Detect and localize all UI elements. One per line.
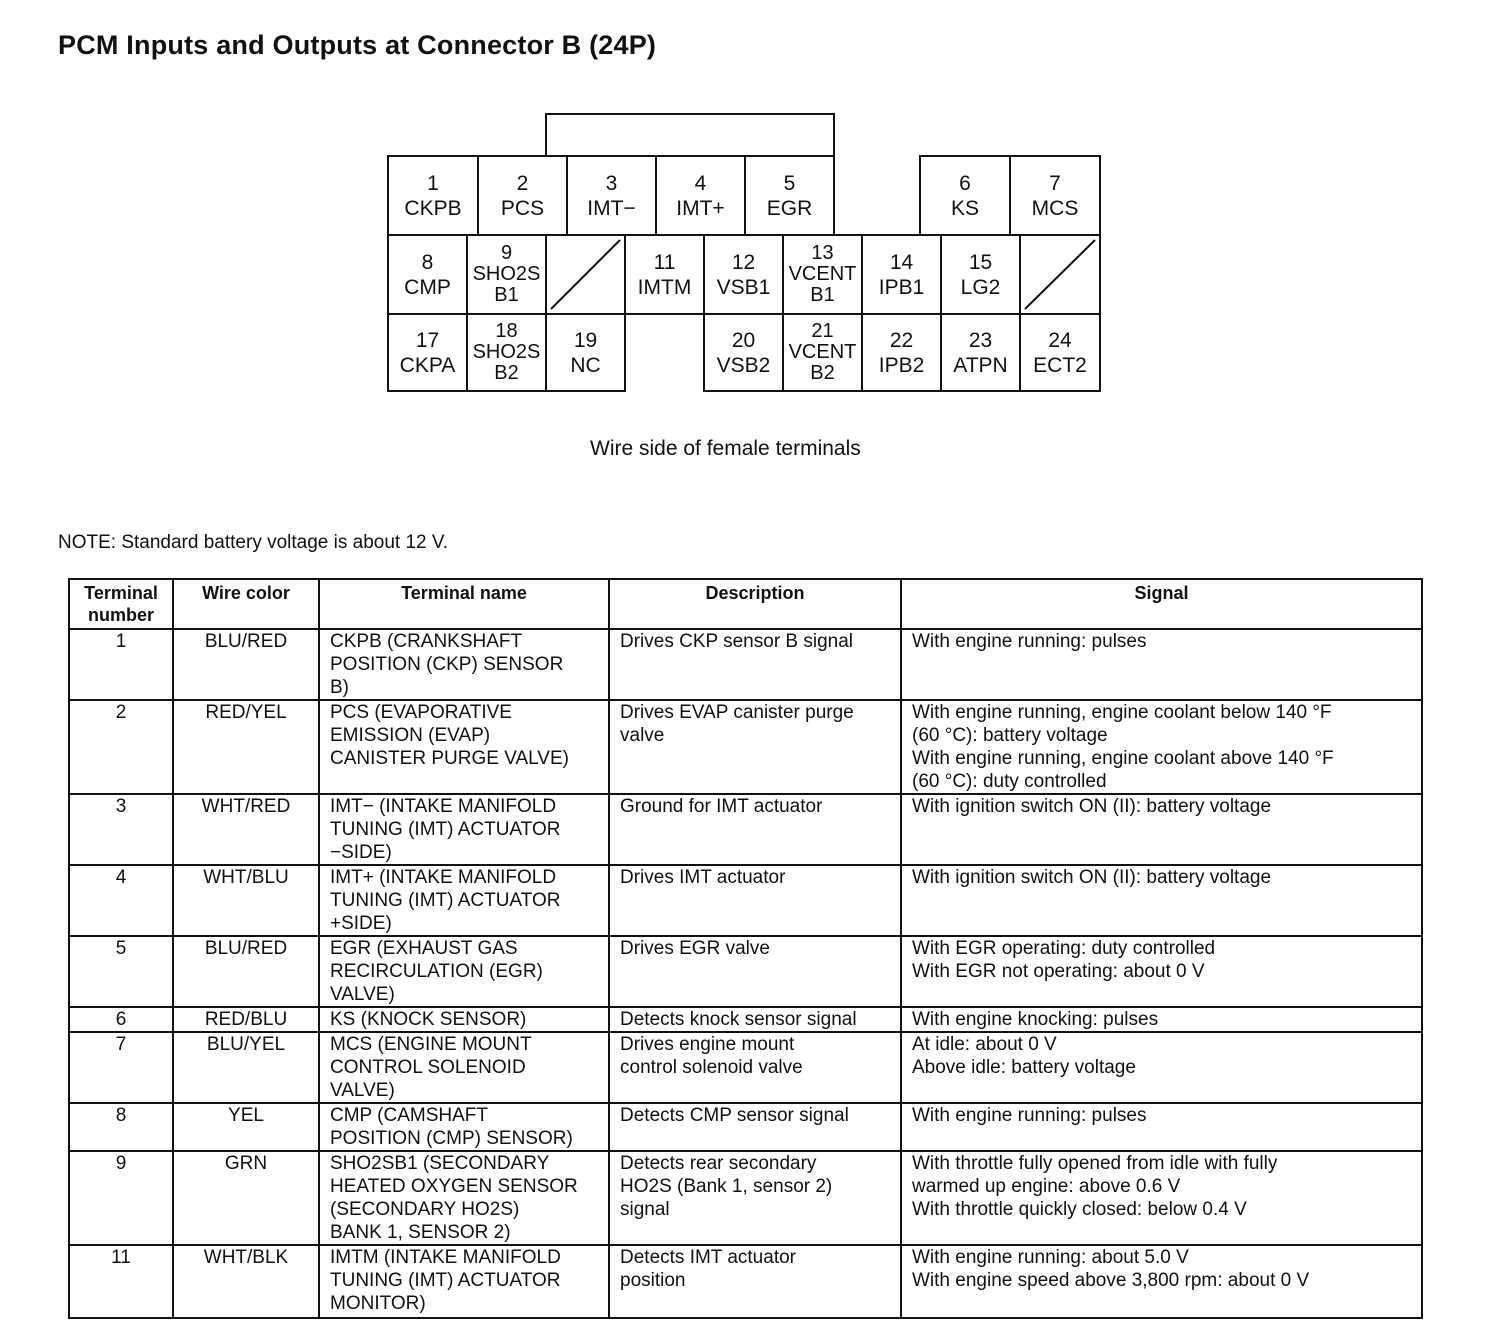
signal-cell <box>901 794 1422 865</box>
signal-line: Above idle: battery voltage <box>912 1057 1136 1078</box>
terminal-number-cell: 5 <box>69 936 173 1007</box>
table-row <box>69 1007 1422 1032</box>
table-row <box>69 700 1422 794</box>
signal-line: With engine knocking: pulses <box>912 1009 1159 1030</box>
wire-color-cell: BLU/RED <box>173 936 319 1007</box>
terminal-number-cell: 4 <box>69 865 173 936</box>
terminal-number: 7 <box>1049 171 1061 195</box>
terminal-label: CMP <box>404 275 451 299</box>
desc-line: signal <box>620 1199 670 1220</box>
terminal-name-cell <box>319 1103 609 1151</box>
table-row <box>69 936 1422 1007</box>
terminal-label: B1 <box>494 284 519 306</box>
name-line: CKPB (CRANKSHAFT <box>330 631 523 652</box>
terminal-label: SHO2S <box>472 341 541 363</box>
wire-color-cell: WHT/BLK <box>173 1245 319 1318</box>
terminal-cell <box>545 313 626 392</box>
terminal-cell <box>466 234 547 315</box>
name-line: TUNING (IMT) ACTUATOR <box>330 890 561 911</box>
signal-line: warmed up engine: above 0.6 V <box>912 1176 1181 1197</box>
terminal-cell <box>387 155 479 236</box>
name-line: EGR (EXHAUST GAS <box>330 938 518 959</box>
terminal-number-cell: 2 <box>69 700 173 794</box>
terminal-number: 5 <box>783 171 796 195</box>
signal-cell <box>901 865 1422 936</box>
name-line: VALVE) <box>330 984 395 1005</box>
terminal-label: B2 <box>810 362 835 384</box>
name-line: TUNING (IMT) ACTUATOR <box>330 1270 561 1291</box>
wire-color-cell: WHT/BLU <box>173 865 319 936</box>
terminal-number: 4 <box>694 171 707 195</box>
desc-line: Drives engine mount <box>620 1034 795 1055</box>
terminal-cell <box>782 313 863 392</box>
terminal-label: SHO2S <box>472 263 541 285</box>
terminal-name-cell <box>319 794 609 865</box>
description-cell <box>609 1103 901 1151</box>
terminal-name-cell <box>319 1245 609 1318</box>
terminal-number: 8 <box>421 250 434 274</box>
terminal-label: IMT+ <box>676 196 725 220</box>
wire-color-cell: YEL <box>173 1103 319 1151</box>
name-line: BANK 1, SENSOR 2) <box>330 1222 511 1243</box>
terminal-number: 23 <box>968 328 993 352</box>
header-terminal-number: Terminal number <box>69 579 173 629</box>
signal-cell <box>901 1032 1422 1103</box>
connector-locking-tab <box>545 113 835 157</box>
description-cell <box>609 1245 901 1318</box>
signal-line: With engine speed above 3,800 rpm: about 0 V <box>912 1270 1310 1291</box>
table-row <box>69 1151 1422 1245</box>
terminal-number: 21 <box>811 320 834 342</box>
terminal-label: PCS <box>500 196 545 220</box>
terminal-cell <box>940 234 1021 315</box>
name-line: HEATED OXYGEN SENSOR <box>330 1176 578 1197</box>
table-header-row <box>69 579 1422 629</box>
name-line: IMTM (INTAKE MANIFOLD <box>330 1247 561 1268</box>
battery-note: NOTE: Standard battery voltage is about 12 V. <box>58 532 449 553</box>
signal-line: With EGR operating: duty controlled <box>912 938 1216 959</box>
terminal-name-cell <box>319 1007 609 1032</box>
header-signal: Signal <box>901 579 1422 629</box>
terminal-cell <box>703 313 784 392</box>
name-line: EMISSION (EVAP) <box>330 725 491 746</box>
name-line: MCS (ENGINE MOUNT <box>330 1034 532 1055</box>
signal-line: With EGR not operating: about 0 V <box>912 961 1205 982</box>
terminal-label: IPB2 <box>878 353 925 377</box>
header-description: Description <box>609 579 901 629</box>
table-row <box>69 629 1422 700</box>
header-terminal-name: Terminal name <box>319 579 609 629</box>
terminal-cell <box>477 155 568 236</box>
wire-color-cell: GRN <box>173 1151 319 1245</box>
signal-line: (60 °C): battery voltage <box>912 725 1108 746</box>
terminal-number: 3 <box>605 171 618 195</box>
page-title: PCM Inputs and Outputs at Connector B (24P) <box>58 30 657 60</box>
desc-line: Drives CKP sensor B signal <box>620 631 854 652</box>
table-body <box>69 629 1422 1318</box>
terminal-cell <box>1019 313 1101 392</box>
name-line: +SIDE) <box>330 913 392 934</box>
desc-line: Drives EGR valve <box>620 938 770 959</box>
terminal-number: 1 <box>427 171 439 195</box>
signal-line: With ignition switch ON (II): battery voltage <box>912 796 1272 817</box>
terminal-number: 17 <box>415 328 440 352</box>
terminal-cell <box>624 234 705 315</box>
terminal-cell <box>861 313 942 392</box>
terminal-table <box>68 578 1423 1319</box>
table-row <box>69 1032 1422 1103</box>
terminal-number: 13 <box>811 242 834 264</box>
terminal-label: MCS <box>1031 196 1079 220</box>
table-row <box>69 1245 1422 1318</box>
terminal-cell <box>919 155 1011 236</box>
terminal-cell <box>782 234 863 315</box>
wire-color-cell: BLU/RED <box>173 629 319 700</box>
name-line: CMP (CAMSHAFT <box>330 1105 488 1126</box>
description-cell <box>609 936 901 1007</box>
terminal-name-cell <box>319 1032 609 1103</box>
terminal-number: 2 <box>516 171 529 195</box>
description-cell <box>609 1032 901 1103</box>
name-line: IMT+ (INTAKE MANIFOLD <box>330 867 557 888</box>
terminal-number: 6 <box>959 171 971 195</box>
terminal-number-cell: 1 <box>69 629 173 700</box>
name-line: PCS (EVAPORATIVE <box>330 702 512 723</box>
terminal-label: NC <box>570 353 601 377</box>
signal-line: With throttle quickly closed: below 0.4 V <box>912 1199 1247 1220</box>
table-row <box>69 865 1422 936</box>
wire-color-cell: BLU/YEL <box>173 1032 319 1103</box>
terminal-number-cell: 3 <box>69 794 173 865</box>
terminal-number-cell: 7 <box>69 1032 173 1103</box>
name-line: CANISTER PURGE VALVE) <box>330 748 569 769</box>
name-line: CONTROL SOLENOID <box>330 1057 526 1078</box>
table-row <box>69 794 1422 865</box>
terminal-label: LG2 <box>960 275 1001 299</box>
name-line: POSITION (CMP) SENSOR) <box>330 1128 573 1149</box>
desc-line: Detects CMP sensor signal <box>620 1105 849 1126</box>
terminal-cell <box>466 313 547 392</box>
signal-cell <box>901 1103 1422 1151</box>
desc-line: Ground for IMT actuator <box>620 796 823 817</box>
table-row <box>69 1103 1422 1151</box>
description-cell <box>609 700 901 794</box>
terminal-cell <box>744 155 835 236</box>
terminal-cell <box>566 155 657 236</box>
terminal-number: 24 <box>1048 328 1072 352</box>
wire-color-cell: RED/YEL <box>173 700 319 794</box>
name-line: (SECONDARY HO2S) <box>330 1199 520 1220</box>
terminal-label: IMTM <box>637 275 692 299</box>
terminal-number: 12 <box>731 250 756 274</box>
description-cell <box>609 1151 901 1245</box>
desc-line: control solenoid valve <box>620 1057 803 1078</box>
signal-line: With engine running, engine coolant above 140 °F <box>912 748 1334 769</box>
terminal-label: VSB2 <box>716 353 771 377</box>
terminal-number: 18 <box>495 320 518 342</box>
terminal-label: EGR <box>766 196 813 220</box>
terminal-number: 15 <box>968 250 993 274</box>
wire-color-cell: WHT/RED <box>173 794 319 865</box>
terminal-label: B1 <box>810 284 835 306</box>
terminal-number: 22 <box>889 328 914 352</box>
name-line: RECIRCULATION (EGR) <box>330 961 543 982</box>
empty-cavity <box>1019 234 1101 315</box>
name-line: MONITOR) <box>330 1293 426 1314</box>
description-cell <box>609 1007 901 1032</box>
terminal-number: 19 <box>573 328 598 352</box>
name-line: KS (KNOCK SENSOR) <box>330 1009 527 1030</box>
terminal-name-cell <box>319 936 609 1007</box>
desc-line: Detects rear secondary <box>620 1153 817 1174</box>
terminal-name-cell <box>319 865 609 936</box>
terminal-label: ATPN <box>953 353 1008 377</box>
terminal-name-cell <box>319 629 609 700</box>
terminal-number: 14 <box>889 250 914 274</box>
terminal-label: VCENT <box>788 341 857 363</box>
signal-line: (60 °C): duty controlled <box>912 771 1107 792</box>
desc-line: HO2S (Bank 1, sensor 2) <box>620 1176 833 1197</box>
signal-line: At idle: about 0 V <box>912 1034 1057 1055</box>
wire-color-cell: RED/BLU <box>173 1007 319 1032</box>
terminal-number-cell: 9 <box>69 1151 173 1245</box>
desc-line: Detects IMT actuator <box>620 1247 796 1268</box>
signal-cell <box>901 629 1422 700</box>
terminal-cell <box>387 313 468 392</box>
terminal-label: CKPA <box>399 353 456 377</box>
description-cell <box>609 794 901 865</box>
name-line: IMT− (INTAKE MANIFOLD <box>330 796 557 817</box>
terminal-cell <box>861 234 942 315</box>
terminal-cell <box>703 234 784 315</box>
signal-line: With engine running: about 5.0 V <box>912 1247 1189 1268</box>
description-cell <box>609 865 901 936</box>
signal-line: With engine running: pulses <box>912 631 1147 652</box>
name-line: SHO2SB1 (SECONDARY <box>330 1153 550 1174</box>
terminal-label: IPB1 <box>878 275 925 299</box>
desc-line: valve <box>620 725 665 746</box>
terminal-label: KS <box>950 196 979 220</box>
signal-cell <box>901 1151 1422 1245</box>
terminal-number: 20 <box>731 328 756 352</box>
name-line: B) <box>330 677 349 698</box>
signal-line: With engine running: pulses <box>912 1105 1147 1126</box>
empty-cavity-slash <box>547 236 624 313</box>
signal-line: With ignition switch ON (II): battery voltage <box>912 867 1272 888</box>
name-line: −SIDE) <box>330 842 392 863</box>
terminal-number: 11 <box>653 250 676 274</box>
terminal-cell <box>655 155 746 236</box>
header-wire-color: Wire color <box>173 579 319 629</box>
terminal-cell <box>387 234 468 315</box>
terminal-name-cell <box>319 1151 609 1245</box>
terminal-name-cell <box>319 700 609 794</box>
name-line: TUNING (IMT) ACTUATOR <box>330 819 561 840</box>
terminal-label: IMT− <box>587 196 636 220</box>
name-line: POSITION (CKP) SENSOR <box>330 654 564 675</box>
desc-line: Detects knock sensor signal <box>620 1009 857 1030</box>
desc-line: position <box>620 1270 686 1291</box>
desc-line: Drives EVAP canister purge <box>620 702 854 723</box>
terminal-cell <box>1009 155 1101 236</box>
desc-line: Drives IMT actuator <box>620 867 786 888</box>
signal-cell <box>901 1245 1422 1318</box>
signal-line: With engine running, engine coolant below 140 °F <box>912 702 1332 723</box>
description-cell <box>609 629 901 700</box>
terminal-cell <box>940 313 1021 392</box>
terminal-label: VCENT <box>788 263 857 285</box>
terminal-label: CKPB <box>404 196 462 220</box>
terminal-label: B2 <box>494 362 519 384</box>
terminal-number-cell: 11 <box>69 1245 173 1318</box>
name-line: VALVE) <box>330 1080 395 1101</box>
diagram-caption: Wire side of female terminals <box>590 437 861 460</box>
terminal-number: 9 <box>500 242 513 264</box>
empty-cavity-slash <box>1021 236 1099 313</box>
empty-cavity <box>545 234 626 315</box>
terminal-label: ECT2 <box>1033 353 1087 377</box>
terminal-label: VSB1 <box>716 275 771 299</box>
terminal-number-cell: 8 <box>69 1103 173 1151</box>
signal-cell <box>901 700 1422 794</box>
signal-cell <box>901 1007 1422 1032</box>
signal-cell <box>901 936 1422 1007</box>
connector-diagram <box>0 0 1504 420</box>
terminal-number-cell: 6 <box>69 1007 173 1032</box>
signal-line: With throttle fully opened from idle with fully <box>912 1153 1278 1174</box>
